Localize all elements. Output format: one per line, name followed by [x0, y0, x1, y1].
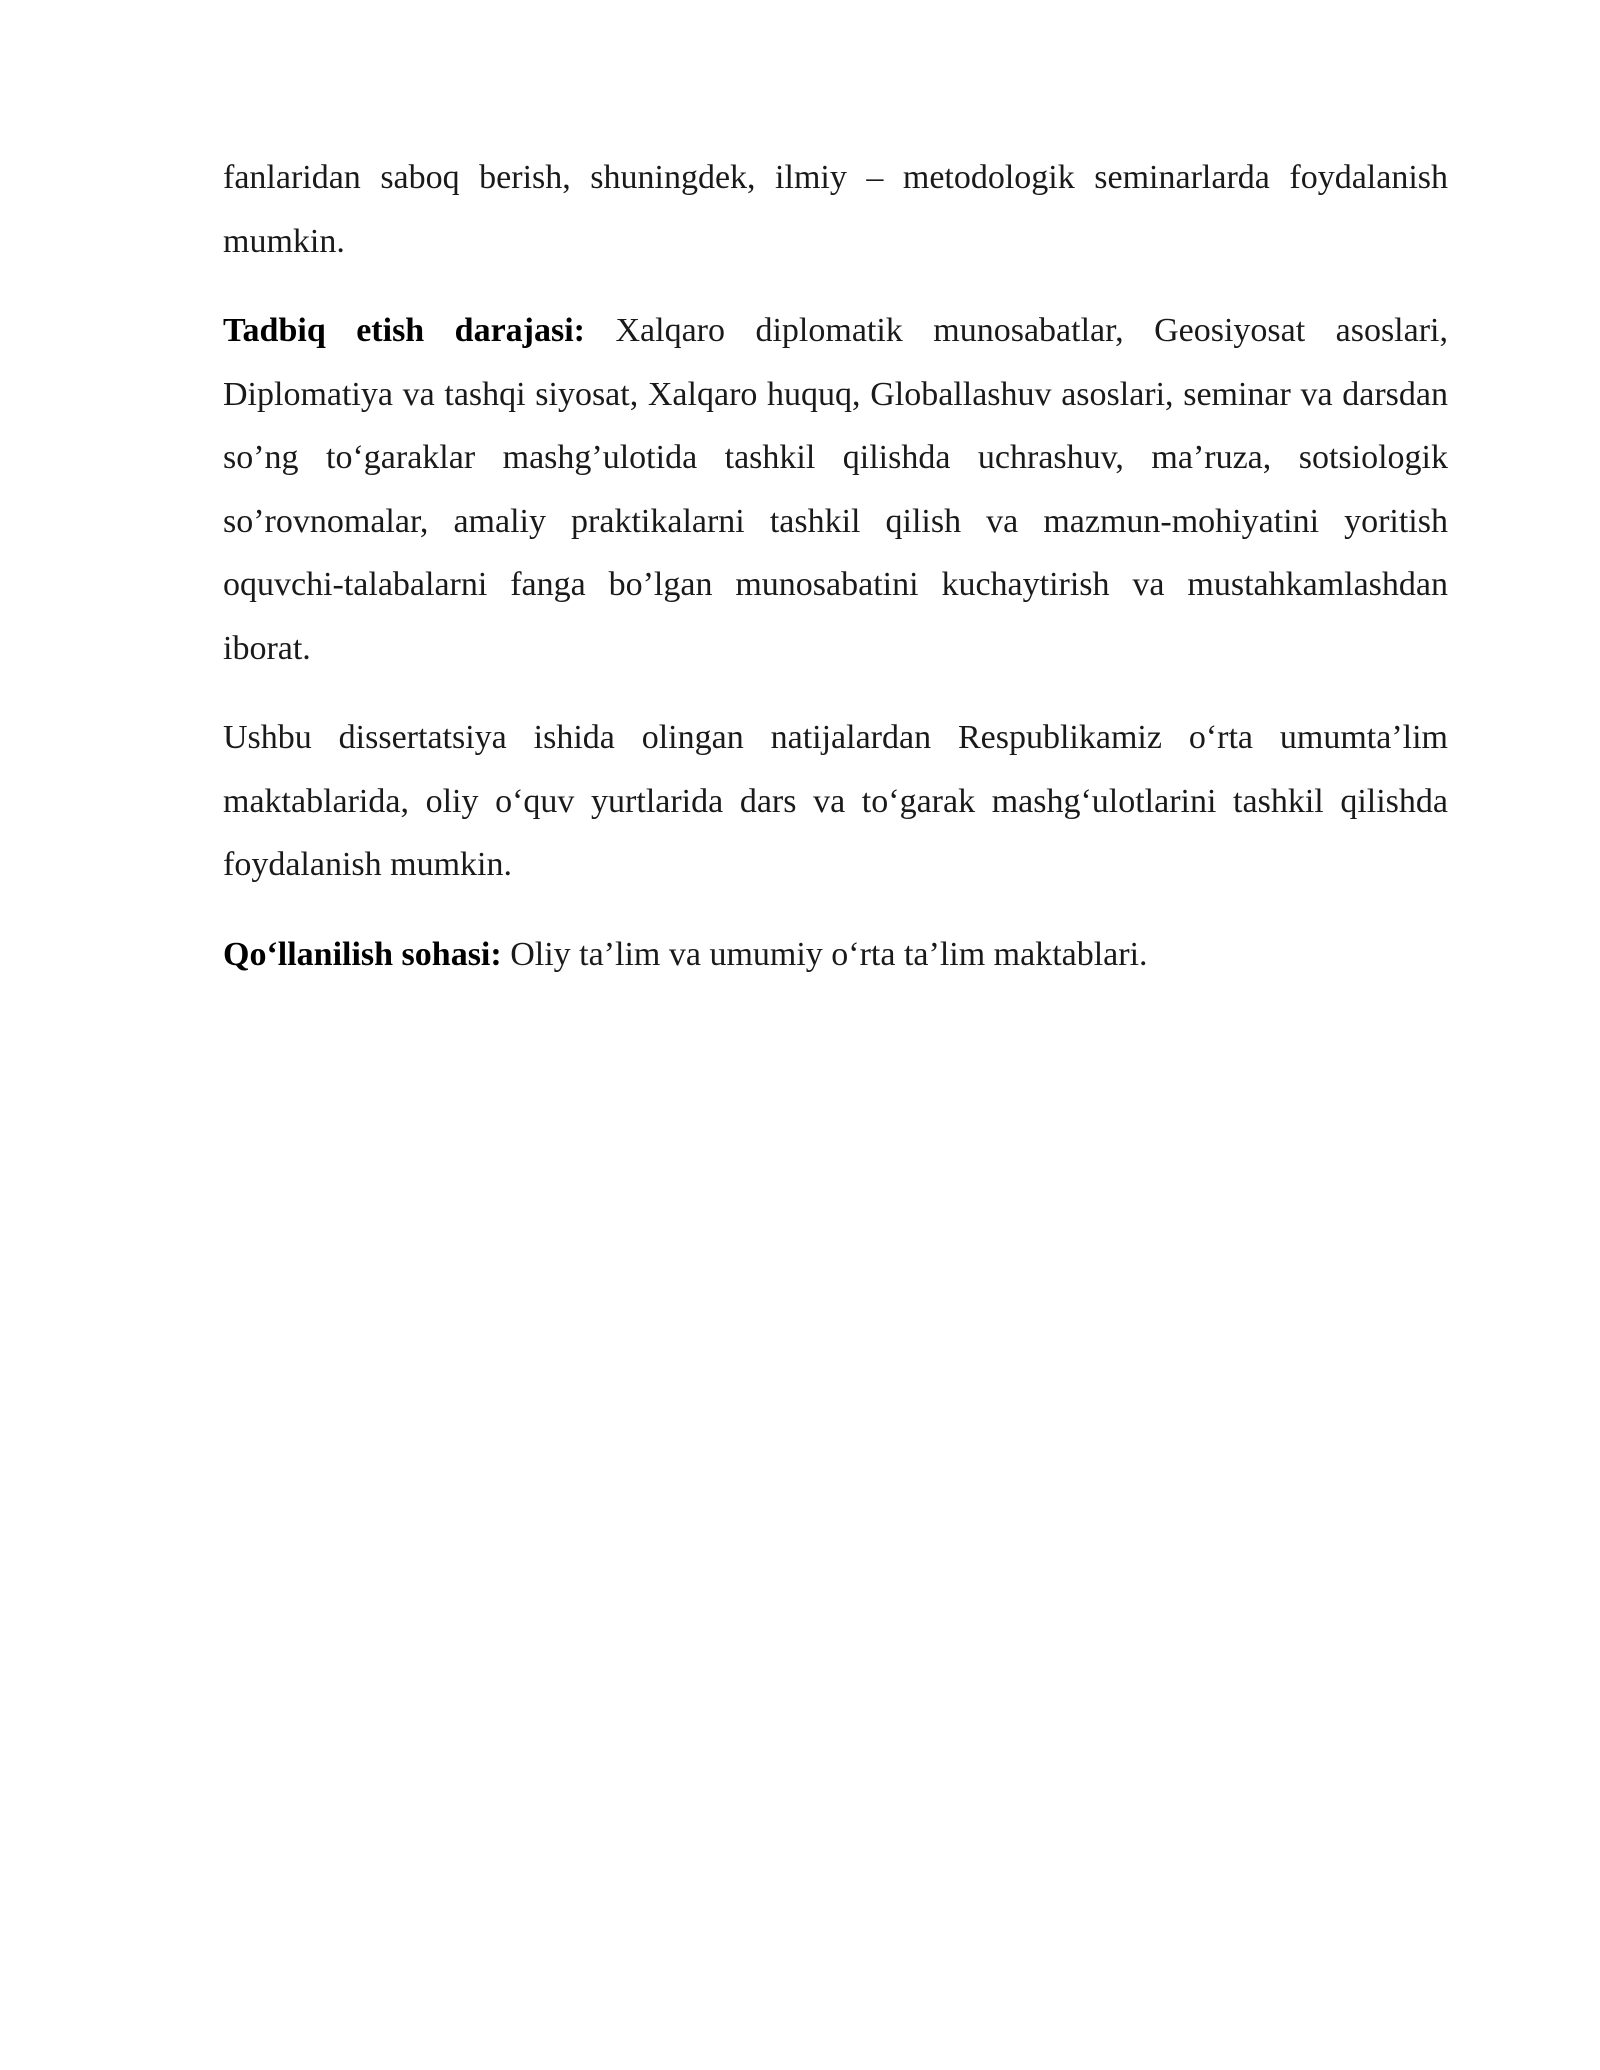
paragraph-application-field: [223, 923, 1448, 987]
paragraph-text: Xalqaro diplomatik munosabatlar, Geosiyosat asoslari, Diplomatiya va tashqi siyosat, Xalqaro huquq, Globallashuv asoslari, seminar va darsdan so’ng to‘garaklar mashg’ulotida tashkil qilishda uchrashuv, ma’ruza, sotsiologik so’rovnomalar, amaliy praktikalarni tashkil qilish va mazmun-mohiyatini yoritish oquvchi-talabalarni fanga bo’lgan munosabatini kuchaytirish va mustahkamlashdan iborat.: [223, 312, 1448, 667]
paragraph-text: Oliy ta’lim va umumiy o‘rta ta’lim maktablari.: [510, 935, 1148, 973]
paragraph-intro-continuation: [223, 146, 1448, 273]
paragraph-label: Qo‘llanilish sohasi:: [223, 935, 502, 973]
paragraph-implementation-level: [223, 299, 1448, 680]
paragraph-text: fanlaridan saboq berish, shuningdek, ilmiy – metodologik seminarlarda foydalanish mumkin.: [223, 159, 1448, 260]
paragraph-label: Tadbiq etish darajasi:: [223, 312, 586, 349]
paragraph-results-usage: [223, 706, 1448, 897]
paragraph-text: Ushbu dissertatsiya ishida olingan natijalardan Respublikamiz o‘rta umumta’lim maktablarida, oliy o‘quv yurtlarida dars va to‘garak mashg‘ulotlarini tashkil qilishda foydalanish mumkin.: [223, 719, 1448, 883]
document-body: [223, 146, 1448, 1012]
